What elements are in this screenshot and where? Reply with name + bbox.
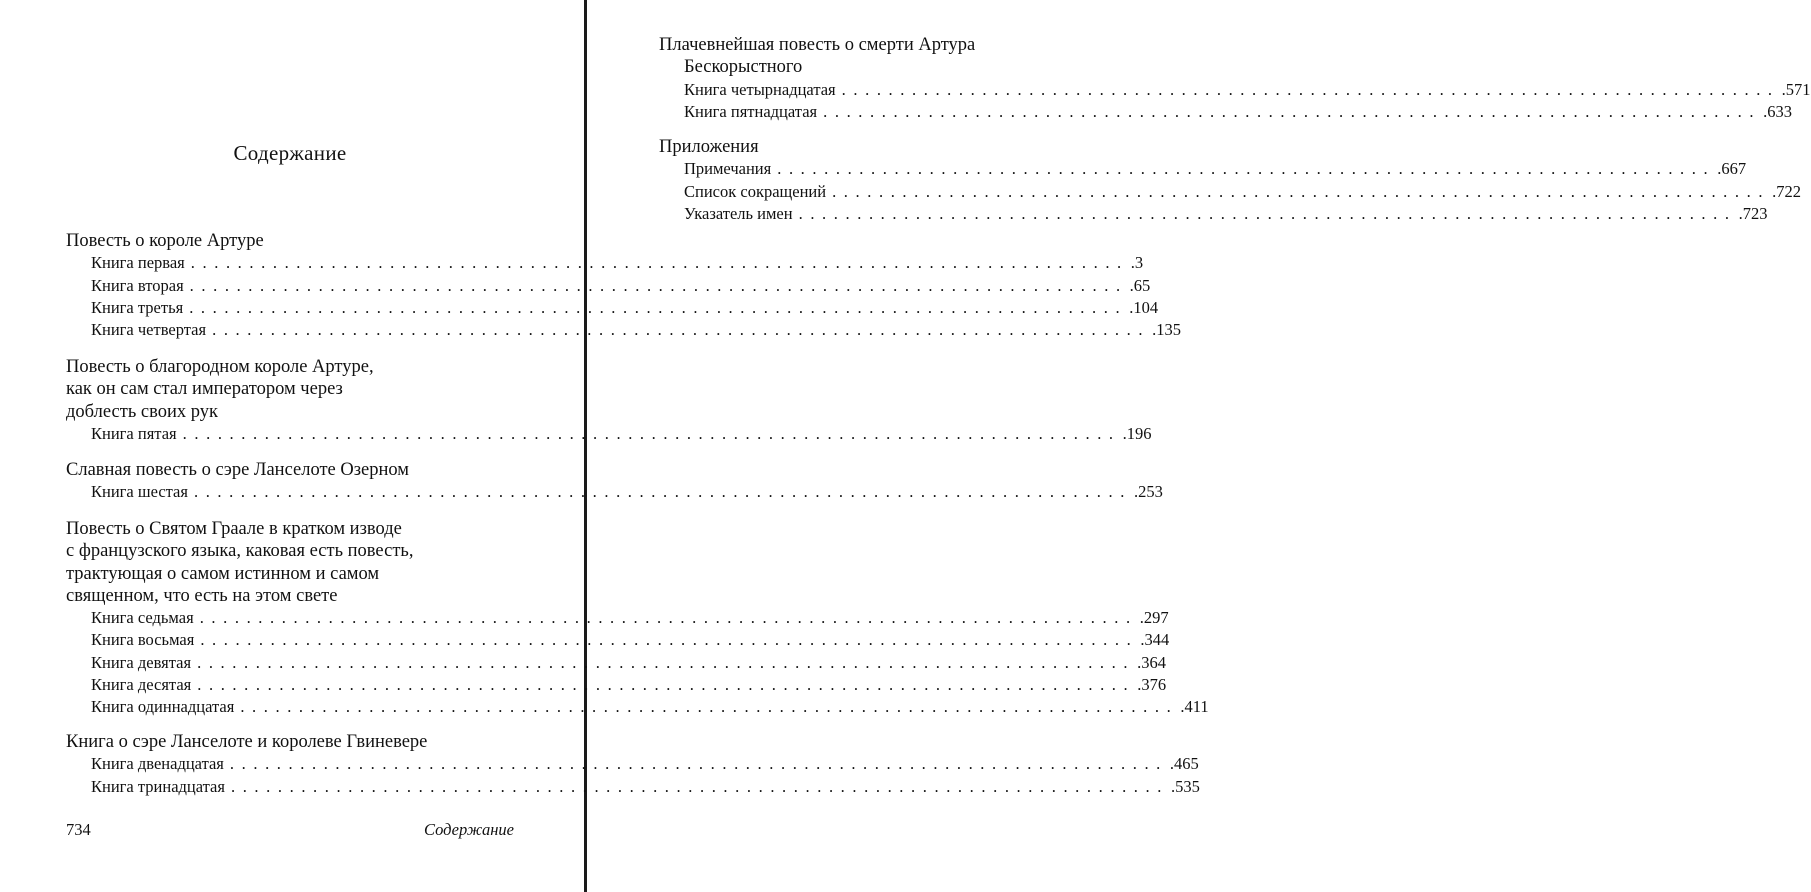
page-number: 734 (66, 820, 91, 839)
toc-entry: Указатель имен ................................................................................ .723 (659, 203, 1107, 225)
toc-section (66, 731, 1200, 798)
page-ref: .376 (1137, 675, 1167, 695)
toc-entry: Примечания ................................................................................ .667 (659, 158, 1107, 180)
toc-entry: Книга вторая ................................................................................ .65 (66, 275, 514, 297)
section-title: Повесть о благородном короле Артуре, как он сам стал императором через доблесть своих рук (66, 357, 374, 422)
toc-section (66, 518, 1209, 719)
leader-dots: ................................................................................ (190, 253, 1129, 273)
toc-entry: Книга двенадцатая ................................................................................ .465 (66, 753, 514, 775)
leader-dots: ................................................................................ (240, 697, 1179, 717)
page-ref: .571 (1781, 79, 1811, 99)
leader-dots: ................................................................................ (229, 754, 1168, 774)
leader-dots: ................................................................................ (212, 320, 1151, 340)
page-ref: .196 (1122, 423, 1152, 443)
toc-entry: Книга десятая ................................................................................ .376 (66, 674, 514, 696)
leader-dots: ................................................................................ (197, 652, 1136, 672)
page-ref: .633 (1763, 101, 1792, 121)
toc-entry: Книга пятая ................................................................................ .196 (66, 423, 514, 445)
section-title: Славная повесть о сэре Ланселоте Озерном (66, 460, 410, 480)
page-ref: .364 (1137, 652, 1166, 672)
leader-dots: ................................................................................ (230, 776, 1169, 796)
page-ref: .104 (1129, 297, 1159, 317)
page-ref: .297 (1139, 608, 1169, 628)
page-ref: .465 (1169, 754, 1199, 774)
toc-heading: Содержание (233, 141, 347, 165)
leader-dots: ................................................................................ (193, 482, 1132, 502)
page-ref: .723 (1738, 203, 1768, 223)
leader-dots: ................................................................................ (777, 159, 1716, 179)
leader-dots: ................................................................................ (823, 101, 1762, 121)
section-title: Приложения (659, 137, 759, 157)
toc-entry: Книга тринадцатая ................................................................................ .535 (66, 776, 514, 798)
page-ref: .135 (1152, 320, 1181, 340)
leader-dots: ................................................................................ (798, 203, 1737, 223)
running-title: Содержание (423, 820, 514, 839)
section-title: Плачевнейшая повесть о смерти Артура Бескорыстного (659, 35, 976, 78)
toc-entry: Книга четырнадцатая ................................................................................ .571 (659, 79, 1107, 101)
page-ref: .722 (1772, 181, 1801, 201)
leader-dots: ................................................................................ (182, 423, 1121, 443)
leader-dots: ................................................................................ (841, 79, 1780, 99)
section-title: Повесть о Святом Граале в кратком изводе с французского языка, каковая есть повесть, трактующая о самом истинном и самом священном, что есть на этом свете (66, 519, 414, 606)
toc-entry: Книга пятнадцатая ................................................................................ .633 (659, 101, 1107, 123)
leader-dots: ................................................................................ (200, 630, 1139, 650)
toc-section (66, 230, 1181, 341)
leader-dots: ................................................................................ (197, 675, 1136, 695)
page-ref: .535 (1170, 776, 1200, 796)
toc-section (659, 34, 1811, 123)
leader-dots: ................................................................................ (189, 297, 1128, 317)
toc-entry: Книга одиннадцатая ................................................................................ .411 (66, 696, 514, 718)
toc-entry: Книга первая ................................................................................ .3 (66, 252, 514, 274)
leader-dots: ................................................................................ (189, 275, 1128, 295)
page-ref: .411 (1180, 697, 1209, 717)
toc-entry: Книга третья ................................................................................ .104 (66, 297, 514, 319)
toc-section (66, 459, 1163, 504)
toc-section (659, 136, 1801, 225)
section-title: Книга о сэре Ланселоте и королеве Гвиневере (66, 732, 428, 752)
page-ref: .3 (1130, 253, 1144, 273)
page-ref: .344 (1140, 630, 1170, 650)
toc-entry: Книга девятая ................................................................................ .364 (66, 652, 514, 674)
page-ref: .253 (1133, 482, 1163, 502)
page-ref: .65 (1129, 275, 1151, 295)
toc-section (66, 356, 1152, 445)
toc-entry: Книга четвертая ................................................................................ .135 (66, 319, 514, 341)
leader-dots: ................................................................................ (832, 181, 1771, 201)
section-title: Повесть о короле Артуре (66, 231, 264, 251)
toc-entry: Книга шестая ................................................................................ .253 (66, 481, 514, 503)
toc-entry: Книга седьмая ................................................................................ .297 (66, 607, 514, 629)
leader-dots: ................................................................................ (199, 608, 1138, 628)
page-ref: .667 (1717, 159, 1747, 179)
toc-entry: Список сокращений ................................................................................ .722 (659, 181, 1107, 203)
toc-entry: Книга восьмая ................................................................................ .344 (66, 629, 514, 651)
